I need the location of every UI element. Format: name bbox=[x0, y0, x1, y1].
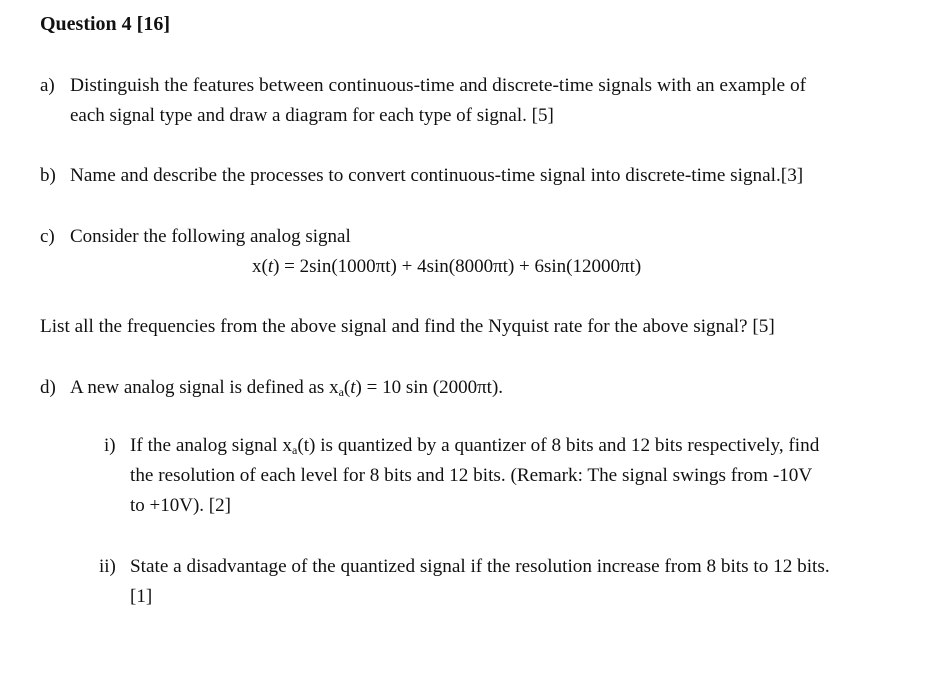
part-d-intro-var: t bbox=[350, 377, 356, 398]
part-d-intro-post: ) = 10 sin (2000πt). bbox=[355, 377, 504, 398]
part-d-i-line3: to +10V). [2] bbox=[130, 495, 231, 516]
part-d-intro bbox=[70, 376, 503, 400]
part-a-label: a) bbox=[40, 75, 55, 96]
equation-lhs: x( bbox=[252, 256, 268, 277]
part-d-ii-label: ii) bbox=[99, 556, 116, 577]
part-d-intro-paren: ( bbox=[343, 377, 351, 398]
question-title: Question 4 [16] bbox=[40, 13, 170, 35]
equation-variable: t bbox=[267, 256, 274, 277]
part-d-label: d) bbox=[40, 377, 56, 398]
part-d-i-line2: the resolution of each level for 8 bits and 12 bits. (Remark: The signal swings from -10V bbox=[130, 465, 813, 486]
part-d-intro-sub: a bbox=[338, 385, 344, 399]
part-d-ii-line1: State a disadvantage of the quantized signal if the resolution increase from 8 bits to 12 bits. bbox=[130, 556, 830, 577]
part-c-text: Consider the following analog signal bbox=[70, 226, 351, 247]
part-d-i-line1-sub: a bbox=[291, 443, 298, 457]
part-d-intro-pre: A new analog signal is defined as x bbox=[70, 377, 339, 398]
equation-rhs: ) = 2sin(1000πt) + 4sin(8000πt) + 6sin(12000πt) bbox=[273, 256, 642, 277]
part-d-i-line1-pre: If the analog signal x bbox=[130, 435, 292, 456]
part-c-label: c) bbox=[40, 226, 55, 247]
part-d-i-line1 bbox=[130, 434, 819, 458]
signal-equation bbox=[252, 255, 641, 279]
part-b-text: Name and describe the processes to convert continuous-time signal into discrete-time signal.[3] bbox=[70, 165, 804, 186]
part-a-text-line1: Distinguish the features between continuous-time and discrete-time signals with an example of bbox=[70, 75, 807, 96]
part-d-i-label: i) bbox=[104, 435, 116, 456]
part-a-text-line2: each signal type and draw a diagram for each type of signal. [5] bbox=[70, 105, 554, 126]
part-d-ii-line2: [1] bbox=[130, 586, 153, 607]
part-c-question: List all the frequencies from the above signal and find the Nyquist rate for the above signal? [5] bbox=[40, 316, 775, 337]
part-d-i-line1-post: (t) is quantized by a quantizer of 8 bits and 12 bits respectively, find bbox=[297, 435, 820, 456]
part-b-label: b) bbox=[40, 165, 56, 186]
